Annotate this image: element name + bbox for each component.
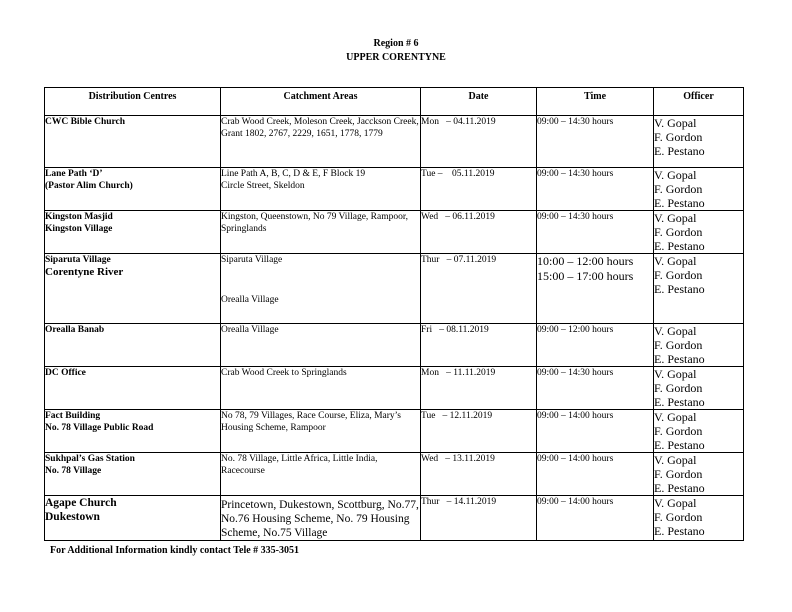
officer-name: V. Gopal	[654, 254, 697, 268]
catchment-text: Orealla Village	[221, 295, 279, 305]
distribution-centre-cell	[45, 496, 221, 541]
date-cell: Fri – 08.11.2019	[421, 324, 537, 367]
catchment-cell	[221, 496, 421, 541]
time-cell	[537, 496, 654, 541]
column-header: Time	[537, 88, 654, 116]
distribution-centre-cell	[45, 116, 221, 168]
catchment-cell	[221, 367, 421, 410]
date-cell: Wed – 13.11.2019	[421, 453, 537, 496]
date-cell: Thur – 07.11.2019	[421, 254, 537, 324]
distribution-centre-cell	[45, 367, 221, 410]
officer-cell	[654, 410, 744, 453]
time-cell	[537, 324, 654, 367]
distribution-centre-cell	[45, 453, 221, 496]
time-cell	[537, 410, 654, 453]
area-title: UPPER CORENTYNE	[346, 52, 446, 63]
officer-cell	[654, 254, 744, 324]
catchment-cell	[221, 410, 421, 453]
time-text: 09:00 – 12:00 hours	[537, 325, 614, 335]
date-cell: Mon – 04.11.2019	[421, 116, 537, 168]
officer-cell	[654, 168, 744, 211]
catchment-cell	[221, 254, 421, 324]
table-row	[45, 410, 744, 453]
table-row	[45, 254, 744, 324]
time-text: 09:00 – 14:00 hours	[537, 411, 614, 421]
officer-name: F. Gordon	[654, 424, 703, 438]
time-cell	[537, 367, 654, 410]
centre-subname: Corentyne River	[45, 266, 124, 278]
centre-name: Siparuta Village	[45, 255, 111, 265]
table-row	[45, 168, 744, 211]
catchment-cell	[221, 211, 421, 254]
contact-footer: For Additional Information kindly contact Tele # 335-3051	[50, 545, 300, 556]
table-row	[45, 367, 744, 410]
officer-name: F. Gordon	[654, 130, 703, 144]
officer-name: F. Gordon	[654, 467, 703, 481]
officer-name: E. Pestano	[654, 481, 705, 495]
centre-name: Orealla Banab	[45, 325, 105, 335]
centre-name: DC Office	[45, 368, 86, 378]
region-title: Region # 6	[373, 38, 419, 49]
time-text: 09:00 – 14:30 hours	[537, 368, 614, 378]
distribution-centre-cell	[45, 254, 221, 324]
catchment-text: Line Path A, B, C, D & E, F Block 19	[221, 169, 366, 179]
time-cell	[537, 254, 654, 324]
catchment-text: No. 78 Village, Little Africa, Little India, Racecourse	[221, 454, 378, 476]
date-cell: Thur – 14.11.2019	[421, 496, 537, 541]
table-row	[45, 453, 744, 496]
officer-name: V. Gopal	[654, 168, 697, 182]
table-row	[45, 211, 744, 254]
centre-subname: No. 78 Village Public Road	[45, 423, 154, 433]
officer-name: V. Gopal	[654, 410, 697, 424]
centre-name: Kingston Masjid	[45, 212, 113, 222]
officer-name: E. Pestano	[654, 438, 705, 452]
date-cell: Mon – 11.11.2019	[421, 367, 537, 410]
officer-name: V. Gopal	[654, 116, 697, 130]
officer-name: V. Gopal	[654, 453, 697, 467]
table-row	[45, 496, 744, 541]
officer-name: E. Pestano	[654, 239, 705, 253]
catchment-text: Crab Wood Creek to Springlands	[221, 368, 347, 378]
date-cell: Tue – 12.11.2019	[421, 410, 537, 453]
column-header: Date	[421, 88, 537, 116]
time-cell	[537, 116, 654, 168]
centre-name: Sukhpal’s Gas Station	[45, 454, 135, 464]
centre-name: Agape Church	[45, 497, 117, 509]
officer-name: E. Pestano	[654, 395, 705, 409]
catchment-text: No 78, 79 Villages, Race Course, Eliza, Mary’s Housing Scheme, Rampoor	[221, 411, 401, 433]
distribution-centre-cell	[45, 168, 221, 211]
officer-cell	[654, 367, 744, 410]
date-cell: Tue – 05.11.2019	[421, 168, 537, 211]
catchment-cell	[221, 116, 421, 168]
centre-name: Fact Building	[45, 411, 101, 421]
officer-name: V. Gopal	[654, 324, 697, 338]
catchment-cell	[221, 453, 421, 496]
column-header: Distribution Centres	[45, 88, 221, 116]
officer-name: F. Gordon	[654, 268, 703, 282]
officer-cell	[654, 116, 744, 168]
column-header: Catchment Areas	[221, 88, 421, 116]
officer-name: F. Gordon	[654, 338, 703, 352]
time-cell	[537, 453, 654, 496]
time-text: 09:00 – 14:30 hours	[537, 212, 614, 222]
centre-subname: Kingston Village	[45, 224, 113, 234]
officer-name: F. Gordon	[654, 381, 703, 395]
officer-name: E. Pestano	[654, 144, 705, 158]
time-text: 09:00 – 14:00 hours	[537, 454, 614, 464]
time-text: 15:00 – 17:00 hours	[537, 269, 634, 283]
column-header: Officer	[654, 88, 744, 116]
table-header-row	[45, 88, 744, 116]
officer-name: E. Pestano	[654, 196, 705, 210]
centre-subname: No. 78 Village	[45, 466, 102, 476]
officer-name: E. Pestano	[654, 352, 705, 366]
officer-cell	[654, 211, 744, 254]
officer-name: V. Gopal	[654, 496, 697, 510]
table-row	[45, 116, 744, 168]
officer-cell	[654, 496, 744, 541]
time-cell	[537, 168, 654, 211]
distribution-centre-cell	[45, 211, 221, 254]
officer-cell	[654, 324, 744, 367]
catchment-text: Kingston, Queenstown, No 79 Village, Rampoor, Springlands	[221, 212, 409, 234]
time-text: 09:00 – 14:30 hours	[537, 169, 614, 179]
distribution-centre-cell	[45, 324, 221, 367]
date-cell: Wed – 06.11.2019	[421, 211, 537, 254]
catchment-cell	[221, 168, 421, 211]
officer-name: E. Pestano	[654, 282, 705, 296]
time-text: 09:00 – 14:00 hours	[537, 497, 614, 507]
centre-name: CWC Bible Church	[45, 117, 126, 127]
centre-name: Lane Path ‘D’	[45, 169, 103, 179]
catchment-text: Orealla Village	[221, 325, 279, 335]
time-text: 09:00 – 14:30 hours	[537, 117, 614, 127]
catchment-text: Princetown, Dukestown, Scottburg, No.77, No.76 Housing Scheme, No. 79 Housing Scheme, No.75 Village	[221, 499, 419, 539]
officer-name: V. Gopal	[654, 367, 697, 381]
catchment-cell	[221, 324, 421, 367]
distribution-centre-cell	[45, 410, 221, 453]
centre-subname: (Pastor Alim Church)	[45, 181, 133, 191]
officer-name: F. Gordon	[654, 510, 703, 524]
officer-name: V. Gopal	[654, 211, 697, 225]
officer-name: F. Gordon	[654, 225, 703, 239]
catchment-text: Crab Wood Creek, Moleson Creek, Jacckson Creek, Grant 1802, 2767, 2229, 1651, 1778, 1779	[221, 117, 419, 139]
officer-cell	[654, 453, 744, 496]
time-cell	[537, 211, 654, 254]
distribution-schedule-table	[44, 87, 744, 541]
officer-name: E. Pestano	[654, 524, 705, 538]
table-row	[45, 324, 744, 367]
officer-name: F. Gordon	[654, 182, 703, 196]
time-text: 10:00 – 12:00 hours	[537, 254, 634, 268]
catchment-text: Siparuta Village	[221, 255, 283, 265]
catchment-text: Circle Street, Skeldon	[221, 181, 305, 191]
centre-subname: Dukestown	[45, 511, 100, 523]
